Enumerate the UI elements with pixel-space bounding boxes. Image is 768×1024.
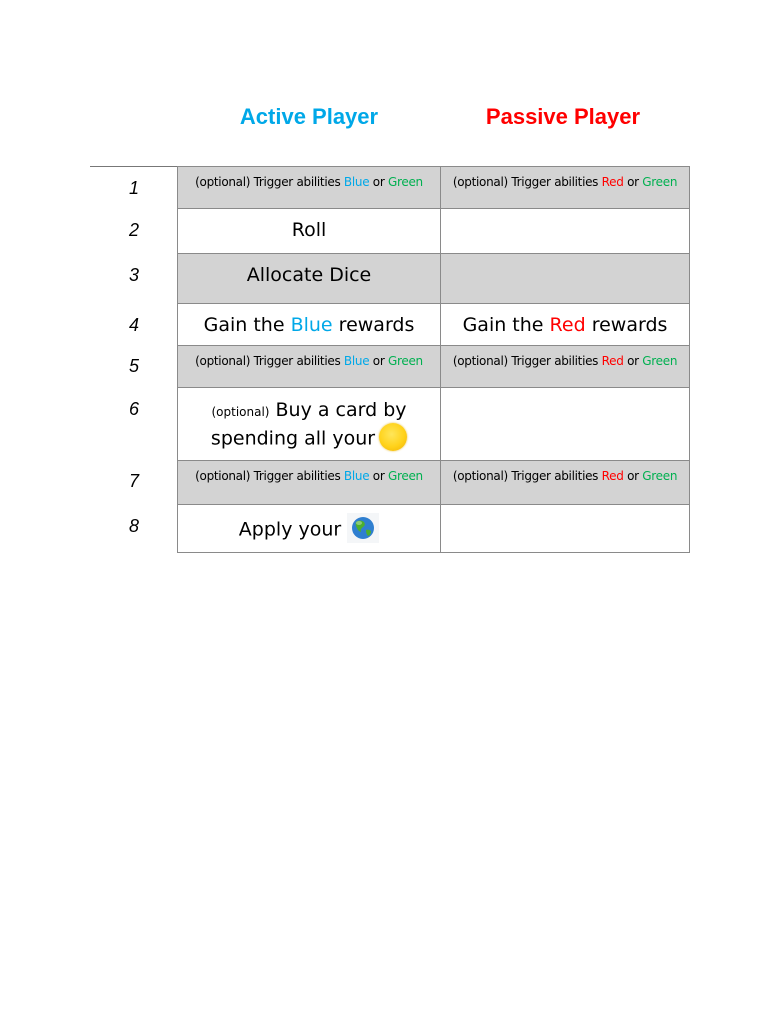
active-allocate-cell: Allocate Dice xyxy=(178,254,441,304)
globe-icon xyxy=(347,513,379,543)
active-trigger-cell: (optional) Trigger abilities Blue or Green xyxy=(178,346,441,388)
turn-sequence-table xyxy=(177,166,690,553)
active-buy-card-cell: (optional) Buy a card by spending all your xyxy=(178,388,441,461)
passive-empty-cell xyxy=(441,505,690,553)
active-player-header: Active Player xyxy=(239,104,379,129)
table-row xyxy=(178,505,690,553)
row-number: 5 xyxy=(128,356,139,376)
table-row xyxy=(178,304,690,346)
active-roll-cell: Roll xyxy=(178,209,441,254)
row-number: 4 xyxy=(128,315,139,335)
passive-trigger-cell: (optional) Trigger abilities Red or Green xyxy=(441,461,690,505)
sun-coin-icon xyxy=(379,423,407,451)
table-row xyxy=(178,346,690,388)
header-divider xyxy=(90,166,178,167)
row-number: 7 xyxy=(128,471,139,491)
passive-gain-cell: Gain the Red rewards xyxy=(441,304,690,346)
passive-empty-cell xyxy=(441,209,690,254)
row-number: 6 xyxy=(128,399,139,419)
active-trigger-cell: (optional) Trigger abilities Blue or Green xyxy=(178,167,441,209)
row-number: 2 xyxy=(128,220,139,240)
passive-player-header: Passive Player xyxy=(485,104,641,129)
table-row xyxy=(178,209,690,254)
table-row xyxy=(178,167,690,209)
table-row xyxy=(178,388,690,461)
active-gain-cell: Gain the Blue rewards xyxy=(178,304,441,346)
passive-trigger-cell: (optional) Trigger abilities Red or Green xyxy=(441,167,690,209)
row-number: 8 xyxy=(128,516,139,536)
passive-trigger-cell: (optional) Trigger abilities Red or Green xyxy=(441,346,690,388)
row-number: 1 xyxy=(128,178,139,198)
row-number: 3 xyxy=(128,265,139,285)
active-apply-cell: Apply your xyxy=(178,505,441,553)
active-trigger-cell: (optional) Trigger abilities Blue or Green xyxy=(178,461,441,505)
passive-empty-cell xyxy=(441,254,690,304)
table-row xyxy=(178,254,690,304)
passive-empty-cell xyxy=(441,388,690,461)
table-row xyxy=(178,461,690,505)
